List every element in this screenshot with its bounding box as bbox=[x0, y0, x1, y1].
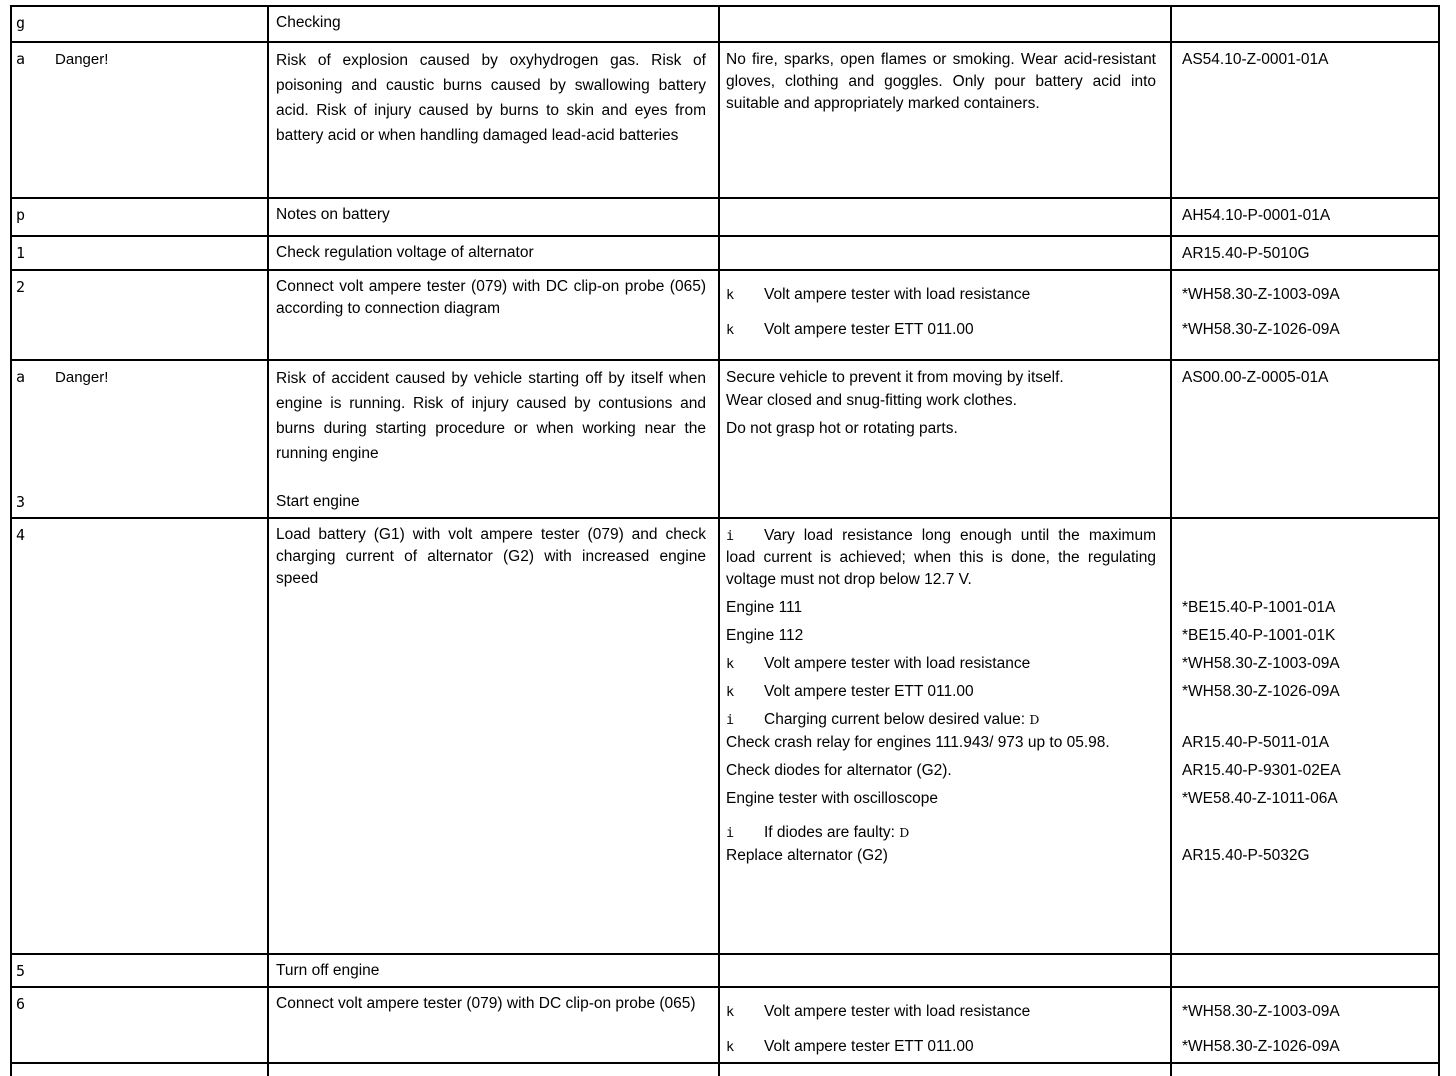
description-cell bbox=[267, 988, 718, 1062]
note-label: If diodes are faulty: bbox=[764, 824, 895, 841]
step-label: g bbox=[16, 14, 26, 32]
notes-refs-cell bbox=[718, 199, 1438, 235]
table-row bbox=[12, 7, 1438, 41]
step-cell bbox=[12, 7, 267, 41]
step-cell bbox=[12, 199, 267, 235]
note-label: Volt ampere tester ETT 011.00 bbox=[764, 683, 974, 700]
step-cell bbox=[12, 237, 267, 269]
table-row bbox=[12, 269, 1438, 359]
notes-refs-cell bbox=[718, 519, 1438, 953]
ref-code: AR15.40-P-9301-02EA bbox=[1182, 762, 1341, 779]
step-label: 1 bbox=[16, 244, 26, 262]
ref-code: AS00.00-Z-0005-01A bbox=[1182, 369, 1329, 386]
table-row bbox=[12, 359, 1438, 517]
note-text: Engine 111 bbox=[726, 599, 803, 616]
description-text: Notes on battery bbox=[276, 206, 390, 223]
notes-refs-cell bbox=[718, 1064, 1438, 1076]
table-row bbox=[12, 235, 1438, 269]
description-cell bbox=[267, 7, 718, 41]
table-row bbox=[12, 953, 1438, 986]
note-text: Engine 112 bbox=[726, 627, 804, 644]
notes-refs-cell bbox=[718, 237, 1438, 269]
step-cell bbox=[12, 988, 267, 1062]
arrow-icon: D bbox=[899, 825, 910, 840]
table-row bbox=[12, 197, 1438, 235]
info-icon: i bbox=[726, 528, 735, 544]
ref-code: *WH58.30-Z-1003-09A bbox=[1182, 286, 1340, 303]
table-row bbox=[12, 986, 1438, 1062]
description-text: Checking bbox=[276, 14, 341, 31]
step-cell bbox=[12, 519, 267, 953]
tool-icon: k bbox=[726, 1039, 735, 1055]
step-cell bbox=[12, 1064, 267, 1076]
notes-refs-cell bbox=[718, 988, 1438, 1062]
note-text bbox=[720, 1023, 1170, 1058]
note-text: Engine tester with oscilloscope bbox=[726, 790, 938, 807]
note-text: Do not grasp hot or rotating parts. bbox=[726, 420, 958, 437]
note-text bbox=[720, 703, 1170, 731]
service-checklist-table bbox=[10, 5, 1440, 1076]
ref-code bbox=[1170, 703, 1438, 731]
ref-code: *WH58.30-Z-1026-09A bbox=[1182, 321, 1340, 338]
step-label: p bbox=[16, 206, 26, 224]
note-text: No fire, sparks, open flames or smoking. Wear acid-resistant gloves, clothing and goggles. Only pour battery acid into suitable and appropriately marked containers. bbox=[726, 51, 1156, 112]
note-text: Check diodes for alternator (G2). bbox=[726, 762, 952, 779]
note-label: Volt ampere tester with load resistance bbox=[764, 1003, 1031, 1020]
ref-code: *WE58.40-Z-1011-06A bbox=[1182, 790, 1338, 807]
ref-code: AH54.10-P-0001-01A bbox=[1182, 207, 1331, 224]
ref-code: AR15.40-P-5032G bbox=[1182, 847, 1310, 864]
step-label: a bbox=[16, 368, 26, 386]
ref-code bbox=[1170, 389, 1438, 412]
description-cell bbox=[267, 199, 718, 235]
ref-code: AR15.40-P-5010G bbox=[1182, 245, 1310, 262]
note-label: Volt ampere tester ETT 011.00 bbox=[764, 321, 974, 338]
description-text: Connect volt ampere tester (079) with DC clip-on probe (065) according to connection diagram bbox=[276, 278, 706, 317]
ref-code: *WH58.30-Z-1003-09A bbox=[1182, 655, 1340, 672]
notes-refs-cell bbox=[718, 361, 1438, 517]
ref-code: *WH58.30-Z-1003-09A bbox=[1182, 1003, 1340, 1020]
ref-code: AS54.10-Z-0001-01A bbox=[1182, 51, 1329, 68]
step-label: 2 bbox=[16, 278, 26, 296]
danger-step bbox=[16, 366, 261, 389]
note-text bbox=[720, 237, 1170, 265]
note-text: Replace alternator (G2) bbox=[726, 847, 888, 864]
step-cell bbox=[12, 955, 267, 986]
note-text bbox=[720, 675, 1170, 703]
danger-step bbox=[16, 48, 261, 71]
note-label: Vary load resistance long enough until the maximum load current is achieved; when this is done, the regulating voltage must not drop below 12.7 V. bbox=[726, 527, 1156, 588]
note-text bbox=[720, 647, 1170, 675]
description-text: Start engine bbox=[276, 493, 360, 510]
description-text: Risk of accident caused by vehicle starting off by itself when engine is running. Risk of injury caused by contusions and burns during starting procedure or when working near the running engine bbox=[276, 370, 706, 462]
ref-code: AR15.40-P-5011-01A bbox=[1182, 734, 1330, 751]
note-text bbox=[720, 199, 1170, 227]
step-label: 4 bbox=[16, 526, 26, 544]
step-label: a bbox=[16, 50, 26, 68]
note-label: Volt ampere tester ETT 011.00 bbox=[764, 1038, 974, 1055]
ref-code: *WH58.30-Z-1026-09A bbox=[1182, 683, 1340, 700]
danger-label: Danger! bbox=[55, 369, 109, 386]
description-cell bbox=[267, 43, 718, 197]
table-row bbox=[12, 1062, 1438, 1076]
note-label: Charging current below desired value: bbox=[764, 711, 1026, 728]
tool-icon: k bbox=[726, 1004, 735, 1020]
step-cell bbox=[12, 43, 267, 197]
description-text: Check regulation voltage of alternator bbox=[276, 244, 534, 261]
note-label: Volt ampere tester with load resistance bbox=[764, 655, 1031, 672]
description-text: Risk of explosion caused by oxyhydrogen gas. Risk of poisoning and caustic burns caused by swallowing battery acid. Risk of injury caused by burns to skin and eyes from battery acid or when handling damaged lead-acid batteries bbox=[276, 52, 706, 144]
step-cell bbox=[12, 271, 267, 359]
tool-icon: k bbox=[726, 322, 735, 338]
step-label: 5 bbox=[16, 962, 26, 980]
arrow-icon: D bbox=[1029, 712, 1040, 727]
note-text bbox=[720, 519, 1170, 591]
step-label: 6 bbox=[16, 995, 26, 1013]
description-cell bbox=[267, 1064, 718, 1076]
note-text bbox=[720, 306, 1170, 341]
danger-label: Danger! bbox=[55, 51, 109, 68]
description-cell bbox=[267, 955, 718, 986]
description-cell bbox=[267, 237, 718, 269]
description-text: Connect volt ampere tester (079) with DC clip-on probe (065) bbox=[276, 995, 696, 1012]
description-text: Turn off engine bbox=[276, 962, 380, 979]
info-icon: i bbox=[726, 712, 735, 728]
description-cell bbox=[267, 519, 718, 953]
note-label: Volt ampere tester with load resistance bbox=[764, 286, 1031, 303]
info-icon: i bbox=[726, 825, 735, 841]
description-cell bbox=[267, 361, 718, 517]
note-text bbox=[720, 271, 1170, 306]
note-text: Wear closed and snug-fitting work clothes. bbox=[726, 392, 1017, 409]
table-row bbox=[12, 517, 1438, 953]
note-text: Secure vehicle to prevent it from moving by itself. bbox=[726, 369, 1064, 386]
notes-refs-cell bbox=[718, 7, 1438, 41]
notes-refs-cell bbox=[718, 955, 1438, 986]
ref-code: *BE15.40-P-1001-01K bbox=[1182, 627, 1336, 644]
step-cell bbox=[12, 361, 267, 517]
ref-code bbox=[1170, 412, 1438, 440]
ref-code: *WH58.30-Z-1026-09A bbox=[1182, 1038, 1340, 1055]
tool-icon: k bbox=[726, 684, 735, 700]
table-row bbox=[12, 41, 1438, 197]
ref-code: *BE15.40-P-1001-01A bbox=[1182, 599, 1336, 616]
note-text bbox=[720, 988, 1170, 1023]
ref-code bbox=[1170, 810, 1438, 844]
step-label: 3 bbox=[16, 493, 26, 511]
note-text: Check crash relay for engines 111.943/ 973 up to 05.98. bbox=[726, 734, 1110, 751]
description-text: Load battery (G1) with volt ampere tester (079) and check charging current of alternator (G2) with increased engine speed bbox=[276, 526, 706, 587]
ref-code bbox=[1170, 519, 1438, 591]
notes-refs-cell bbox=[718, 271, 1438, 359]
tool-icon: k bbox=[726, 656, 735, 672]
description-cell bbox=[267, 271, 718, 359]
note-text bbox=[720, 810, 1170, 844]
notes-refs-cell bbox=[718, 43, 1438, 197]
tool-icon: k bbox=[726, 287, 735, 303]
